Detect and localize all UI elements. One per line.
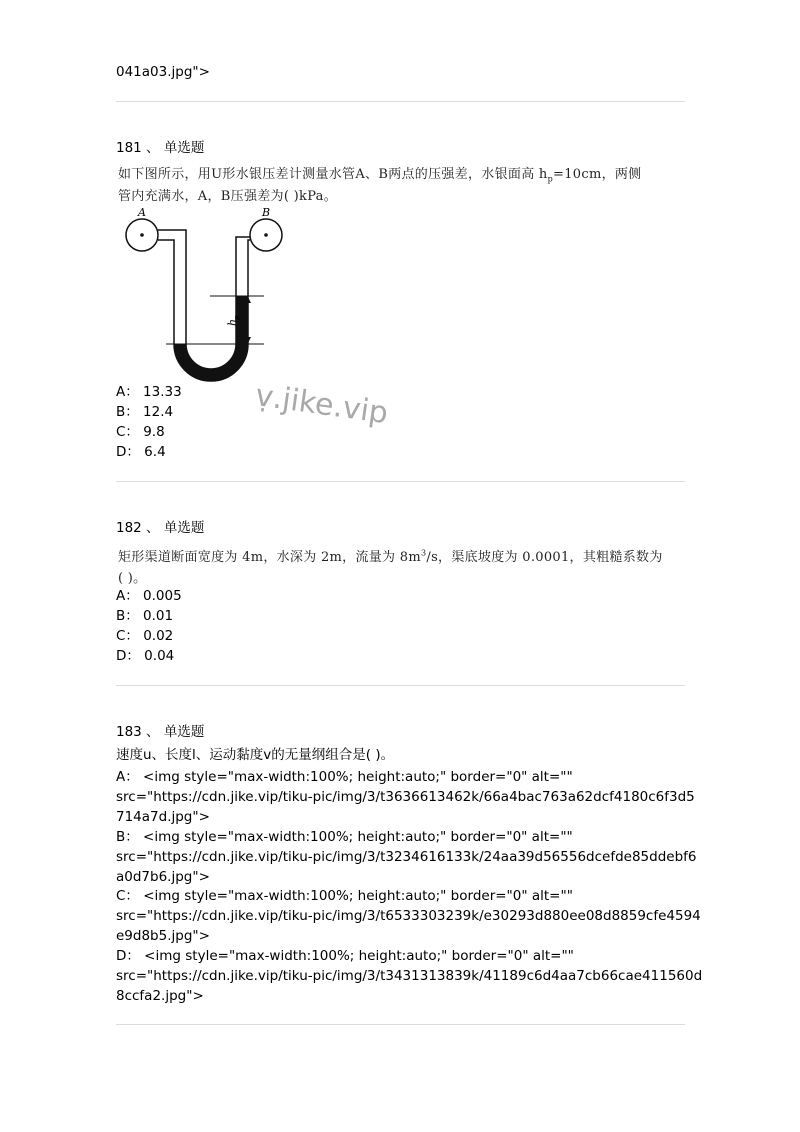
figure-label-b: B [262,206,271,219]
divider [116,685,685,686]
height-label [226,315,241,326]
option-b[interactable]: B： 12.4 [116,404,174,420]
option-c[interactable]: C： 0.02 [116,628,174,644]
watermark: ṿ.jike.vip [253,378,391,432]
option-a[interactable]: A： 0.005 [116,588,182,604]
divider [116,101,685,102]
figure-label-a: A [138,206,146,219]
option-b-line: src="https://cdn.jike.vip/tiku-pic/img/3/t3234616133k/24aa39d56556dcefde85ddebf6 [116,849,697,865]
option-a-line: 714a7d.jpg"> [116,809,210,825]
question-stem-line: 管内充满水，A，B压强差为( )kPa。 [118,189,338,204]
question-header: 181 、 单选题 [116,140,205,156]
option-c-line: src="https://cdn.jike.vip/tiku-pic/img/3/t6533303239k/e30293d880ee08d8859cfe4594 [116,908,701,924]
previous-question-fragment: 041a03.jpg"> [116,64,210,80]
pipe-b-center [264,233,268,237]
option-c-line[interactable]: C： <img style="max-width:100%; height:auto;" border="0" alt="" [116,888,573,904]
option-b-line[interactable]: B： <img style="max-width:100%; height:auto;" border="0" alt="" [116,829,573,845]
svg-text:h: h [226,318,239,326]
option-d[interactable]: D： 0.04 [116,648,175,664]
option-d-line[interactable]: D： <img style="max-width:100%; height:auto;" border="0" alt="" [116,948,574,964]
divider [116,1024,685,1025]
option-d-line: src="https://cdn.jike.vip/tiku-pic/img/3/t3431313839k/41189c6d4aa7cb66cae411560d [116,968,703,984]
option-d[interactable]: D： 6.4 [116,444,166,460]
option-c[interactable]: C： 9.8 [116,424,165,440]
question-stem-line: 矩形渠道断面宽度为 4m，水深为 2m，流量为 $8m^3/s$，渠底坡度为 0.0001，其粗糙系数为 [118,548,663,565]
option-b-line: a0d7b6.jpg"> [116,869,210,885]
u-tube-manometer-figure [118,204,298,382]
option-b[interactable]: B： 0.01 [116,608,174,624]
question-stem-line: ( )。 [118,571,147,586]
svg-text:p: p [233,315,241,320]
question-stem-line: 如下图所示，用U形水银压差计测量水管A、B两点的压强差，水银面高 $h_p=10cm$，两侧 [118,167,642,184]
divider [116,481,685,482]
pipe-a-center [140,233,144,237]
option-d-line: 8ccfa2.jpg"> [116,988,204,1004]
option-a[interactable]: A： 13.33 [116,384,182,400]
question-header: 183 、 单选题 [116,724,205,740]
option-c-line: e9d8b5.jpg"> [116,928,210,944]
question-header: 182 、 单选题 [116,520,205,536]
option-a-line[interactable]: A： <img style="max-width:100%; height:auto;" border="0" alt="" [116,769,573,785]
question-stem: 速度u、长度l、运动黏度v的无量纲组合是( )。 [116,747,395,763]
option-a-line: src="https://cdn.jike.vip/tiku-pic/img/3/t3636613462k/66a4bac763a62dcf4180c6f3d5 [116,789,695,805]
